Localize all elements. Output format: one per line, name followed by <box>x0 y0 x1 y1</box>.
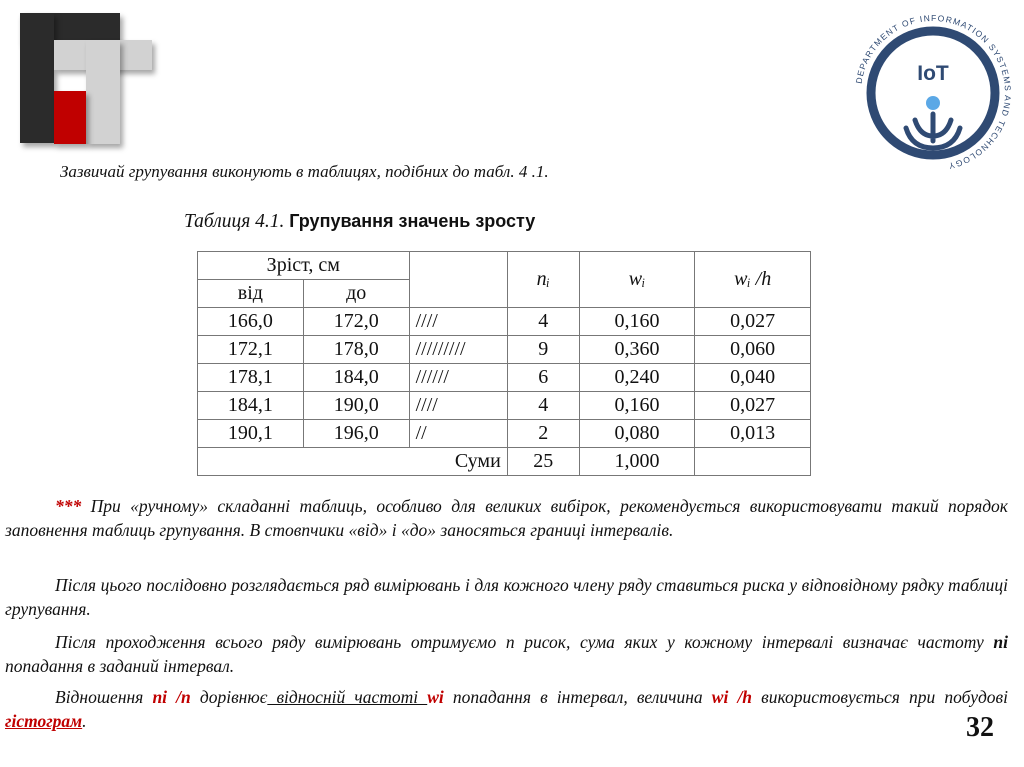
term-wi-h: wi /h <box>711 687 753 707</box>
logo-block-red <box>54 91 86 144</box>
cell-w: 0,240 <box>579 364 695 392</box>
term-wi: wi <box>427 687 444 707</box>
table-row <box>198 420 811 448</box>
p4-part3: попадання в інтервал, величина <box>443 687 712 707</box>
cell-tally: //// <box>409 308 507 336</box>
cell-to: 172,0 <box>303 308 409 336</box>
badge-ring-text: DEPARTMENT OF INFORMATION SYSTEMS AND TECHNOLOGY <box>853 12 1014 172</box>
table-row <box>198 364 811 392</box>
cell-n: 2 <box>507 420 579 448</box>
table-sums-row <box>198 448 811 476</box>
sum-n: 25 <box>507 448 579 476</box>
cell-from: 184,1 <box>198 392 304 420</box>
header-to: до <box>303 280 409 308</box>
paragraph-tally-marks: Після цього послідовно розглядається ряд вимірювань і для кожного члену ряду ставиться риска у відповідному рядку таблиці групування. <box>5 575 1008 619</box>
cell-w: 0,160 <box>579 392 695 420</box>
cell-n: 6 <box>507 364 579 392</box>
cell-from: 178,1 <box>198 364 304 392</box>
cell-to: 196,0 <box>303 420 409 448</box>
cell-tally: //// <box>409 392 507 420</box>
cell-to: 178,0 <box>303 336 409 364</box>
ft-logo <box>20 13 155 145</box>
table-header-row <box>198 252 811 280</box>
table-caption <box>184 211 784 233</box>
term-ratio: ni /n <box>152 687 191 707</box>
cell-w: 0,080 <box>579 420 695 448</box>
cell-n: 4 <box>507 392 579 420</box>
cell-w: 0,360 <box>579 336 695 364</box>
page-number: 32 <box>966 712 994 743</box>
term-ni: ni <box>993 632 1008 652</box>
cell-n: 9 <box>507 336 579 364</box>
p4-part4: використовується при побудові <box>752 687 1009 707</box>
p4-part5: . <box>82 711 87 731</box>
term-relative-frequency: відносній частоті <box>267 687 428 707</box>
cell-wh: 0,013 <box>695 420 811 448</box>
cell-wh: 0,027 <box>695 308 811 336</box>
stars-marker: *** <box>55 496 82 516</box>
header-n: nᵢ <box>507 252 579 308</box>
cell-to: 190,0 <box>303 392 409 420</box>
term-histograms: гістограм <box>5 711 83 731</box>
cell-from: 172,1 <box>198 336 304 364</box>
cell-from: 190,1 <box>198 420 304 448</box>
cell-tally: // <box>409 420 507 448</box>
cell-n: 4 <box>507 308 579 336</box>
paragraph-manual-tables-text: При «ручному» складанні таблиць, особливо для великих вибірок, рекомендується використовувати такий порядок заповнення таблиць групування. В стовпчики «від» і «до» заносяться границі інтервалів. <box>5 496 1008 540</box>
paragraph-frequency-part1: Після проходження всього ряду вимірювань отримуємо n рисок, сума яких у кожному інтервалі визначає частоту <box>55 632 994 652</box>
badge-iot-text: IoT <box>917 62 949 85</box>
header-from: від <box>198 280 304 308</box>
table-row <box>198 392 811 420</box>
table-row <box>198 308 811 336</box>
cell-wh: 0,040 <box>695 364 811 392</box>
paragraph-relative-frequency <box>5 685 1008 733</box>
paragraph-manual-tables <box>5 494 1008 542</box>
cell-from: 166,0 <box>198 308 304 336</box>
badge-signal-icon <box>906 114 960 148</box>
badge-dot-icon <box>926 96 940 110</box>
cell-to: 184,0 <box>303 364 409 392</box>
cell-tally: ///////// <box>409 336 507 364</box>
header-wh: wᵢ /h <box>695 252 811 308</box>
paragraph-frequency <box>5 630 1008 678</box>
p4-part2: дорівнює <box>190 687 268 707</box>
grouping-table <box>197 251 811 476</box>
logo-block-dark-left <box>20 13 54 143</box>
intro-text: Зазвичай групування виконують в таблицях, подібних до табл. 4 .1. <box>60 162 549 181</box>
cell-wh: 0,060 <box>695 336 811 364</box>
table-caption-prefix: Таблиця 4.1. <box>184 211 285 232</box>
sum-wh <box>695 448 811 476</box>
cell-tally: ////// <box>409 364 507 392</box>
logo-block-light-stem <box>86 40 120 144</box>
cell-w: 0,160 <box>579 308 695 336</box>
iot-department-badge <box>848 8 1018 178</box>
table-row <box>198 336 811 364</box>
cell-wh: 0,027 <box>695 392 811 420</box>
sum-w: 1,000 <box>579 448 695 476</box>
paragraph-frequency-part2: попадання в заданий інтервал. <box>5 656 235 676</box>
header-tally <box>409 252 507 308</box>
sums-label: Суми <box>198 448 508 476</box>
header-growth: Зріст, см <box>198 252 410 280</box>
header-w: wᵢ <box>579 252 695 308</box>
table-caption-title: Групування значень зросту <box>289 211 536 231</box>
p4-part1: Відношення <box>55 687 153 707</box>
